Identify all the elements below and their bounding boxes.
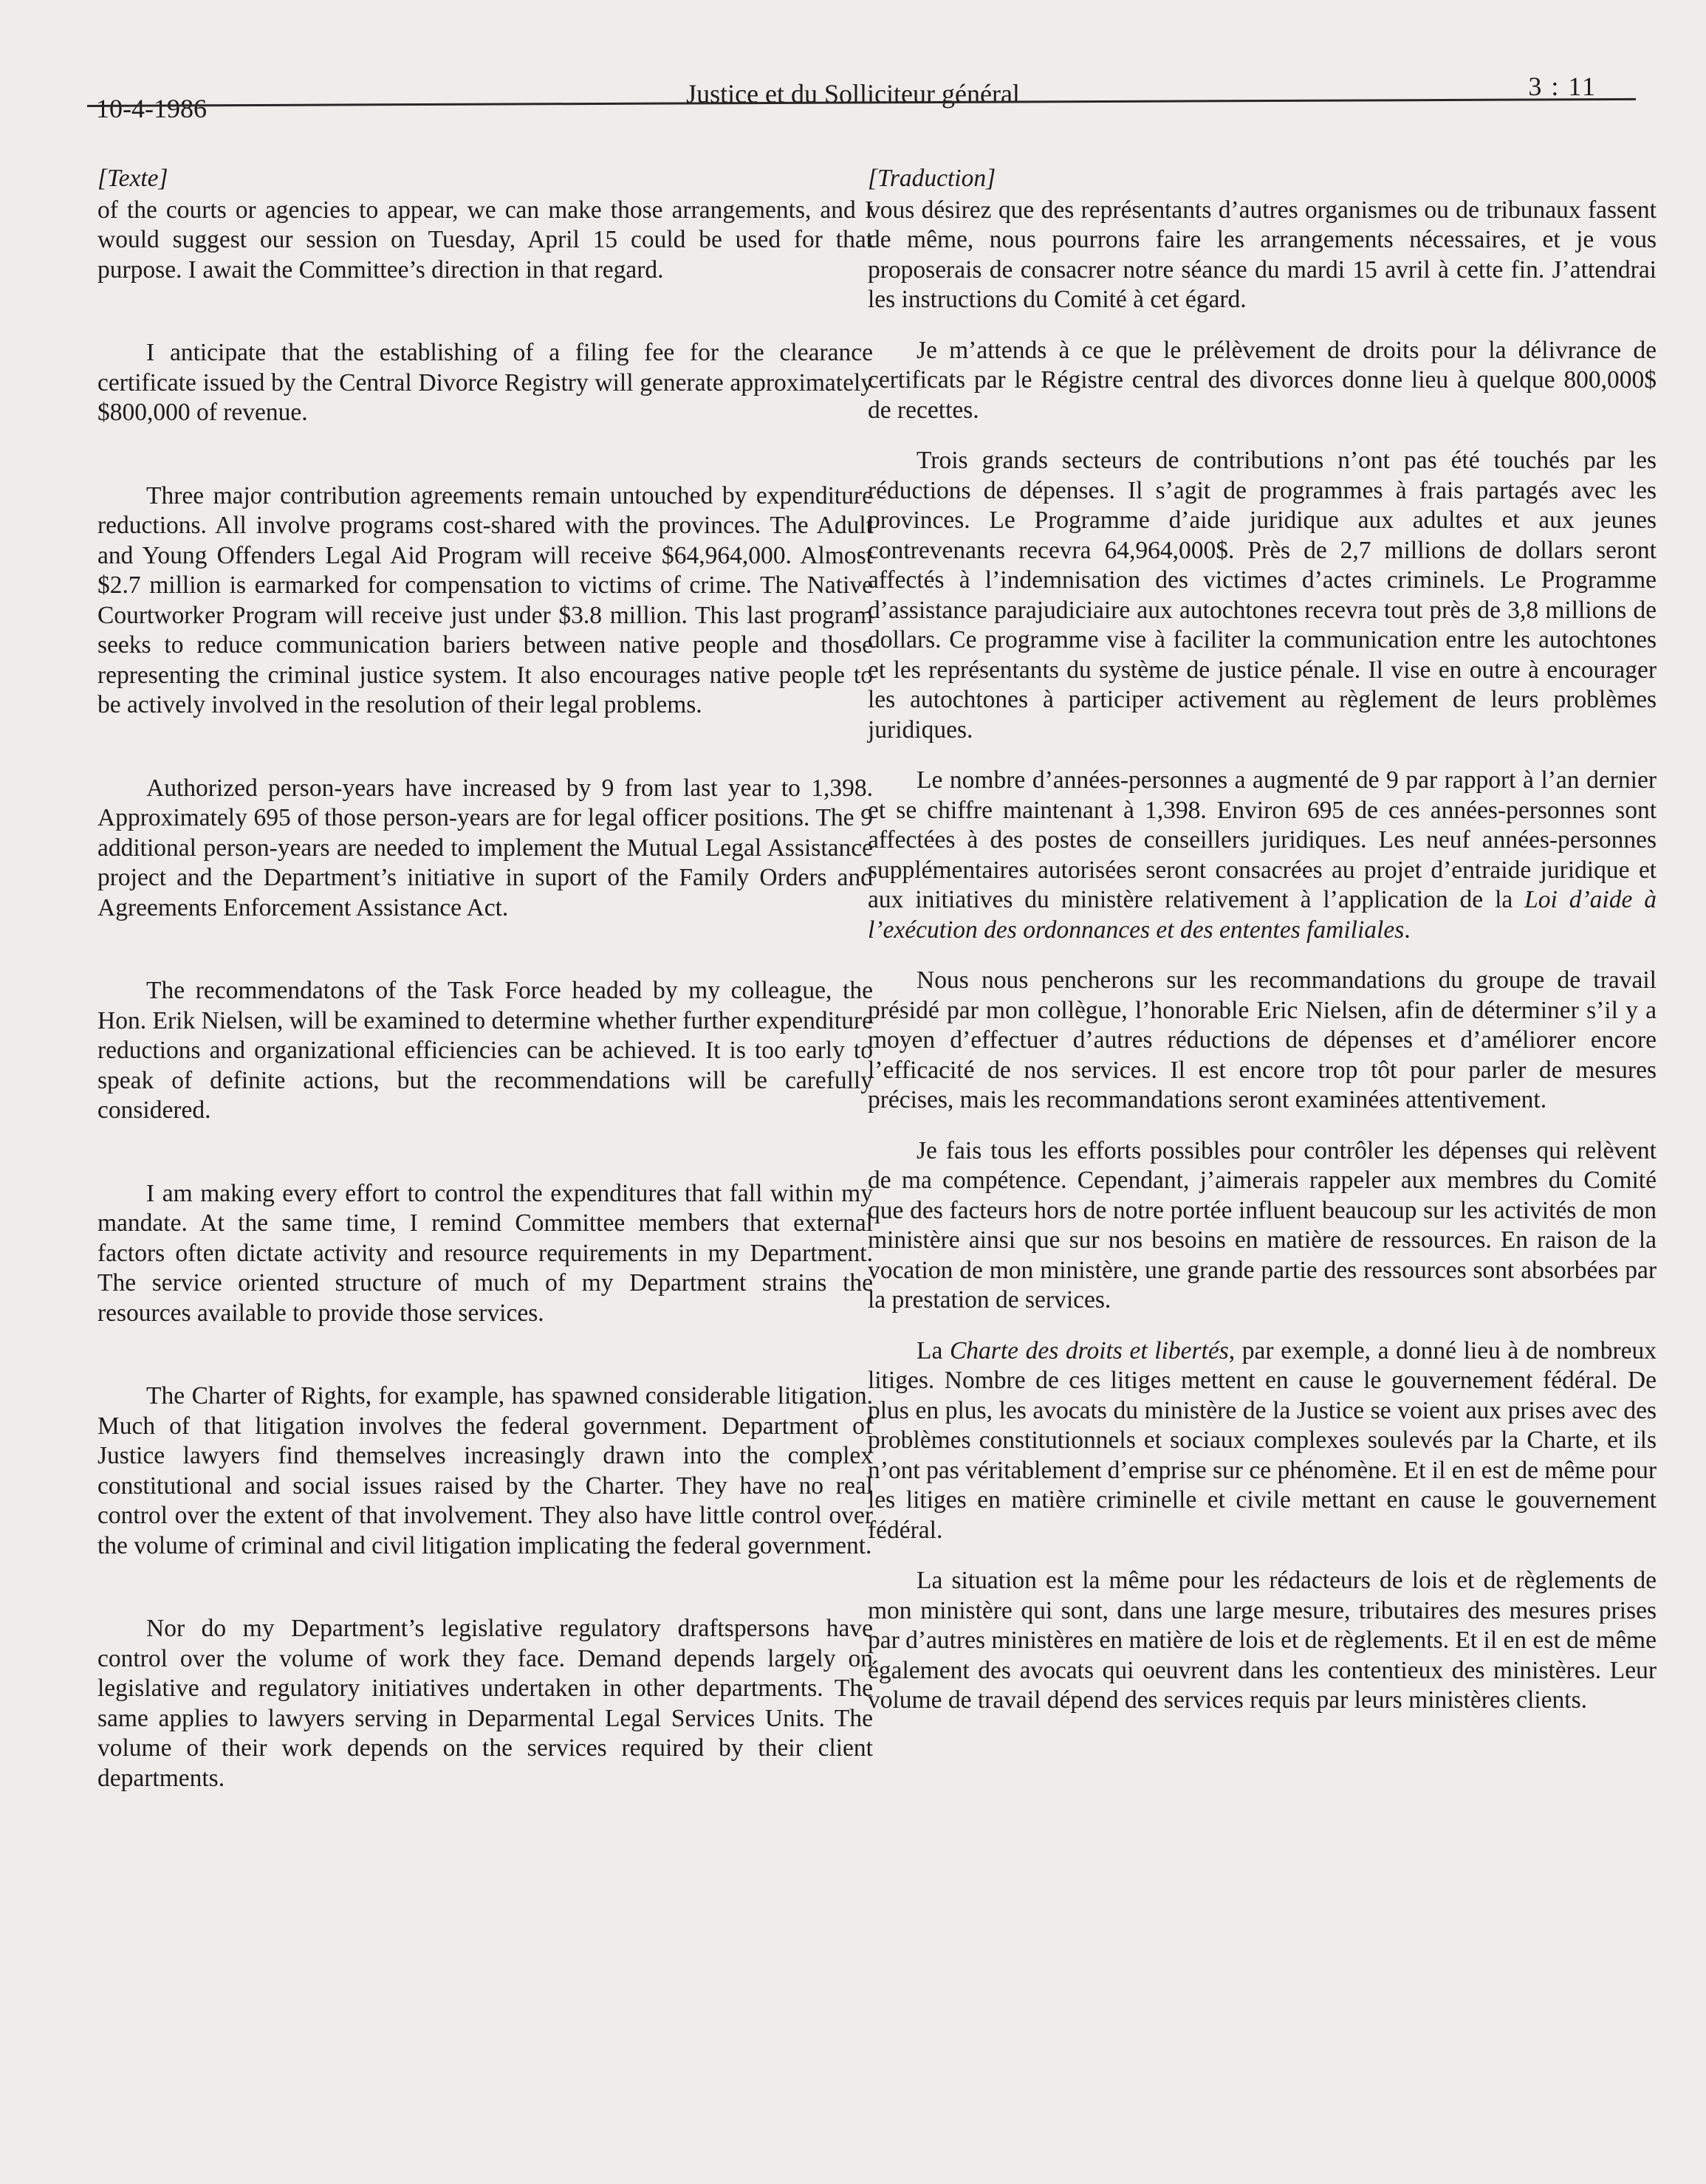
english-paragraph: Nor do my Department’s legislative regulatory draftspersons have control over the volume of work they face. Demand depends largely on legislative and regulatory initiatives undertaken in other departments. The same applies to lawyers serving in Deparmental Legal Services Units. The volume of their work depends on the services required by their client departments. — [97, 1615, 873, 1792]
french-column-label: [Traduction] — [868, 165, 996, 192]
page-header — [87, 65, 1619, 123]
french-paragraph-text: La — [917, 1336, 950, 1364]
french-paragraph-text: . — [1404, 916, 1411, 944]
french-paragraph-text: Le nombre d’années-personnes a augmenté de 9 par rapport à l’an dernier et se chiffre maintenant à 1,398. Environ 695 de ces années-personnes sont affectées à des postes de conseillers juridiques. Les neuf années-personnes supplémentaires autorisées seront consacrées au projet d’entraide juridique et aux initiatives du ministère relativement à l’application de la — [868, 766, 1657, 913]
english-paragraph: I am making every effort to control the expenditures that fall within my mandate. At the same time, I remind Committee members that external factors often dictate activity and resource requirements in my Department. The service oriented structure of much of my Department strains the resources available to provide those services. — [97, 1179, 873, 1327]
english-paragraph: of the courts or agencies to appear, we can make those arrangements, and I would suggest our session on Tuesday, April 15 could be used for that purpose. I await the Committee’s direction in that regard. — [97, 196, 873, 284]
header-page-number: 3 : 11 — [1528, 72, 1597, 101]
french-charter-title: Charte des droits et libertés — [949, 1336, 1229, 1364]
english-paragraph: Authorized person-years have increased by 9 from last year to 1,398. Approximately 695 of those person-years are for legal officer positions. The 9 additional person-years are needed to implement the Mutual Legal Assistance project and the Department’s initiative in suport of the Family Orders and Agreements Enforcement Assistance Act. — [97, 774, 873, 921]
french-paragraph: La situation est la même pour les rédacteurs de lois et de règlements de mon ministère qui sont, dans une large mesure, tributaires des mesures prises par d’autres ministères en matière de lois et de règlements. Et il en est de même également des avocats qui oeuvrent dans les contentieux des ministères. Leur volume de travail dépend des services requis par leurs ministères clients. — [868, 1567, 1657, 1714]
french-paragraph: Je m’attends à ce que le prélèvement de droits pour la délivrance de certificats par le Régistre central des divorces donne lieu à quelque 800,000$ de recettes. — [868, 336, 1657, 424]
english-column — [97, 164, 873, 1821]
french-law-title: Loi d’aide à l’exécution des ordonnances et des ententes familiales — [868, 886, 1657, 944]
header-date: 10-4-1986 — [96, 94, 207, 123]
french-paragraph-text: , par exemple, a donné lieu à de nombreux litiges. Nombre de ces litiges mettent en cause le gouvernement fédéral. De plus en plus, les avocats du ministère de la Justice se voient aux prises avec des problèmes constitutionnels et sociaux complexes soulevés par la Charte, et ils n’ont pas véritablement d’emprise sur ce phénomène. Et il en est de même pour les litiges en matière criminelle et civile mettant en cause le gouvernement fédéral. — [868, 1336, 1657, 1544]
french-paragraph — [868, 766, 1657, 945]
english-paragraph: The recommendatons of the Task Force headed by my colleague, the Hon. Erik Nielsen, will be examined to determine whether further expenditure reductions and organizational efficiencies can be achieved. It is too early to speak of definite actions, but the recommendations will be carefully considered. — [97, 977, 873, 1124]
english-column-label: [Texte] — [97, 165, 168, 192]
english-paragraph: Three major contribution agreements remain untouched by expenditure reductions. All involve programs cost-shared with the provinces. The Adult and Young Offenders Legal Aid Program will receive $64,964,000. Almost $2.7 million is earmarked for compensation to victims of crime. The Native Courtworker Program will receive just under $3.8 million. This last program seeks to reduce communication bariers between native people and those representing the criminal justice system. It also encourages native people to be actively involved in the resolution of their legal problems. — [97, 481, 873, 718]
english-paragraph: The Charter of Rights, for example, has spawned considerable litigation. Much of that litigation involves the federal government. Department of Justice lawyers find themselves increasingly drawn into the complex constitutional and social issues raised by the Charter. They have no real control over the extent of that involvement. They also have little control over the volume of criminal and civil litigation implicating the federal government. — [97, 1382, 873, 1559]
french-paragraph — [868, 1336, 1657, 1546]
french-paragraph: vous désirez que des représentants d’autres organismes ou de tribunaux fassent de même, nous pourrons faire les arrangements nécessaires, et je vous proposerais de consacrer notre séance du mardi 15 avril à cette fin. J’attendrai les instructions du Comité à cet égard. — [868, 196, 1657, 313]
french-paragraph: Nous nous pencherons sur les recommandations du groupe de travail présidé par mon collègue, l’honorable Eric Nielsen, afin de déterminer s’il y a moyen d’effectuer d’autres réductions de dépenses et d’améliorer encore l’efficacité de nos services. Il est encore trop tôt pour parler de mesures précises, mais les recommandations seront examinées attentivement. — [868, 966, 1657, 1113]
english-paragraph: I anticipate that the establishing of a filing fee for the clearance certificate issued by the Central Divorce Registry will generate approximately $800,000 of revenue. — [97, 339, 873, 426]
french-column — [868, 164, 1657, 1744]
french-paragraph: Je fais tous les efforts possibles pour contrôler les dépenses qui relèvent de ma compétence. Cependant, j’aimerais rappeler aux membres du Comité que des facteurs hors de notre portée influent beaucoup sur les activités de mon ministère ainsi que sur nos besoins en matière de ressources. En raison de la vocation de mon ministère, une grande partie des ressources sont absorbées par la prestation de services. — [868, 1136, 1657, 1314]
french-paragraph: Trois grands secteurs de contributions n’ont pas été touchés par les réductions de dépenses. Il s’agit de programmes à frais partagés avec les provinces. Le Programme d’aide juridique aux adultes et aux jeunes contrevenants recevra 64,964,000$. Près de 2,7 millions de dollars seront affectés à l’indemnisation des victimes d’actes criminels. Le Programme d’assistance parajudiciaire aux autochtones recevra tout près de 3,8 millions de dollars. Ce programme vise à faciliter la communication entre les autochtones et les représentants du système de justice pénale. Il vise en outre à encourager les autochtones à participer activement au règlement de leurs problèmes juridiques. — [868, 447, 1657, 744]
header-title: Justice et du Solliciteur général — [686, 79, 1020, 109]
